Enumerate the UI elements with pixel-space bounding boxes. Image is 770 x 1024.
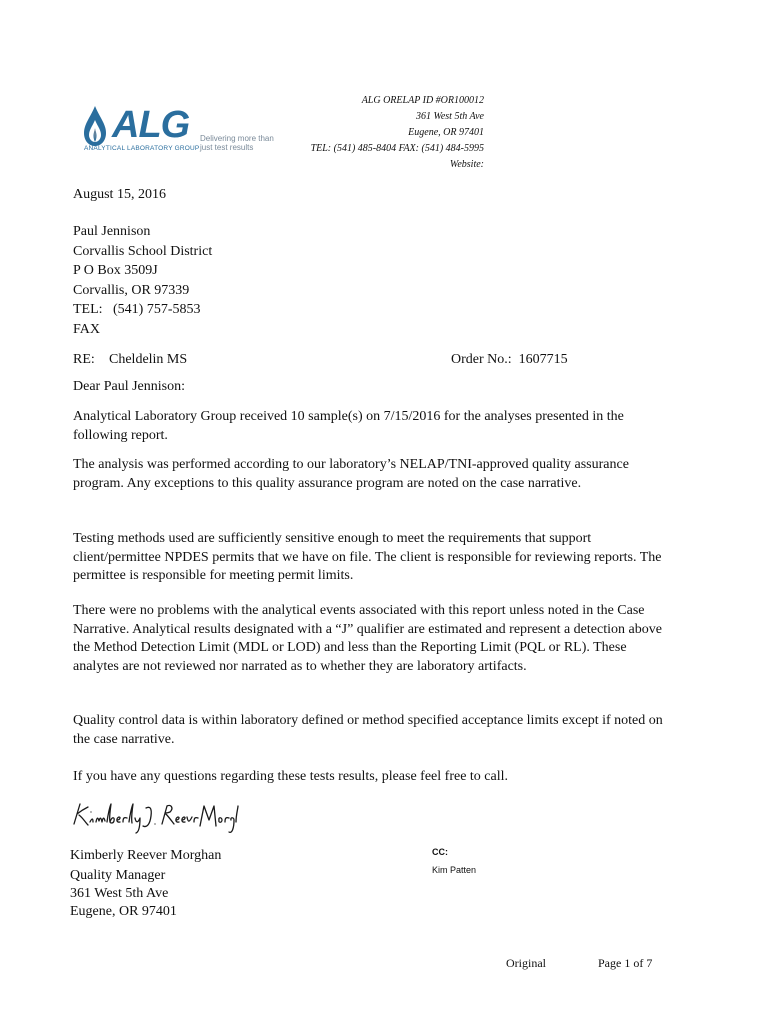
cc-label: CC:: [432, 847, 448, 857]
signer-title: Quality Manager: [70, 868, 166, 883]
re-line: [73, 350, 187, 370]
handwritten-signature: [70, 798, 240, 838]
signer-name: Kimberly Reever Morghan: [70, 848, 222, 863]
lab-contact-block: [311, 93, 484, 173]
recipient-address: [73, 222, 212, 339]
logo-tagline: Delivering more than just test results: [200, 134, 274, 152]
signer-block: [70, 845, 221, 921]
document-status: Original: [506, 956, 546, 970]
body-paragraph: Quality control data is within laboratory defined or method specified acceptance limits except if noted on the case narrative.: [73, 713, 663, 747]
signer-street: 361 West 5th Ave: [70, 886, 169, 901]
page-number: Page 1 of 7: [598, 956, 653, 970]
salutation: Dear Paul Jennison:: [73, 379, 185, 394]
lab-city: Eugene, OR 97401: [408, 127, 484, 138]
recipient-fax: FAX: [73, 321, 100, 337]
water-drop-icon: [80, 104, 110, 148]
logo-wordmark: ALG: [112, 104, 190, 146]
signer-city: Eugene, OR 97401: [70, 904, 177, 919]
body-paragraph: If you have any questions regarding these tests results, please feel free to call.: [73, 769, 509, 784]
tel-label: TEL:: [73, 302, 103, 317]
tel-number: (541) 757-5853: [113, 302, 201, 317]
order-value: 1607715: [518, 352, 568, 367]
letter-date: August 15, 2016: [73, 187, 166, 202]
lab-website: Website:: [449, 159, 484, 170]
company-logo: [80, 104, 280, 160]
re-value: Cheldelin MS: [109, 352, 188, 367]
recipient-po-box: P O Box 3509J: [73, 263, 158, 278]
recipient-tel: [73, 300, 212, 320]
body-paragraph: Testing methods used are sufficiently sensitive enough to meet the requirements that support client/permittee NPDES permits that we have on file. The client is responsible for reviewing reports. The permittee is responsible for meeting permit limits.: [73, 531, 662, 583]
lab-street: 361 West 5th Ave: [415, 111, 484, 122]
logo-subtitle: ANALYTICAL LABORATORY GROUP: [84, 145, 200, 152]
recipient-name: Paul Jennison: [73, 224, 151, 239]
cc-block: [432, 843, 476, 879]
re-label: RE:: [73, 352, 95, 367]
recipient-city: Corvallis, OR 97339: [73, 282, 190, 298]
order-number: [451, 350, 568, 370]
orelap-id: ALG ORELAP ID #OR100012: [361, 95, 484, 106]
cc-name: Kim Patten: [432, 865, 477, 875]
body-paragraph: The analysis was performed according to our laboratory’s NELAP/TNI-approved quality assurance program. Any exceptions to this quality assurance program are noted on the case narrative.: [73, 457, 629, 491]
body-paragraph: There were no problems with the analytical events associated with this report unless noted in the Case Narrative. Analytical results designated with a “J” qualifier are estimated and represent a detection above the Method Detection Limit (MDL or LOD) and less than the Reporting Limit (PQL or RL). These analytes are not reviewed nor narrated as to whether they are laboratory artifacts.: [73, 603, 662, 674]
order-label: Order No.:: [451, 352, 512, 367]
lab-phone-fax: TEL: (541) 485-8404 FAX: (541) 484-5995: [310, 143, 484, 154]
recipient-organization: Corvallis School District: [73, 243, 213, 259]
body-paragraph: Analytical Laboratory Group received 10 sample(s) on 7/15/2016 for the analyses presented in the following report.: [73, 409, 624, 443]
